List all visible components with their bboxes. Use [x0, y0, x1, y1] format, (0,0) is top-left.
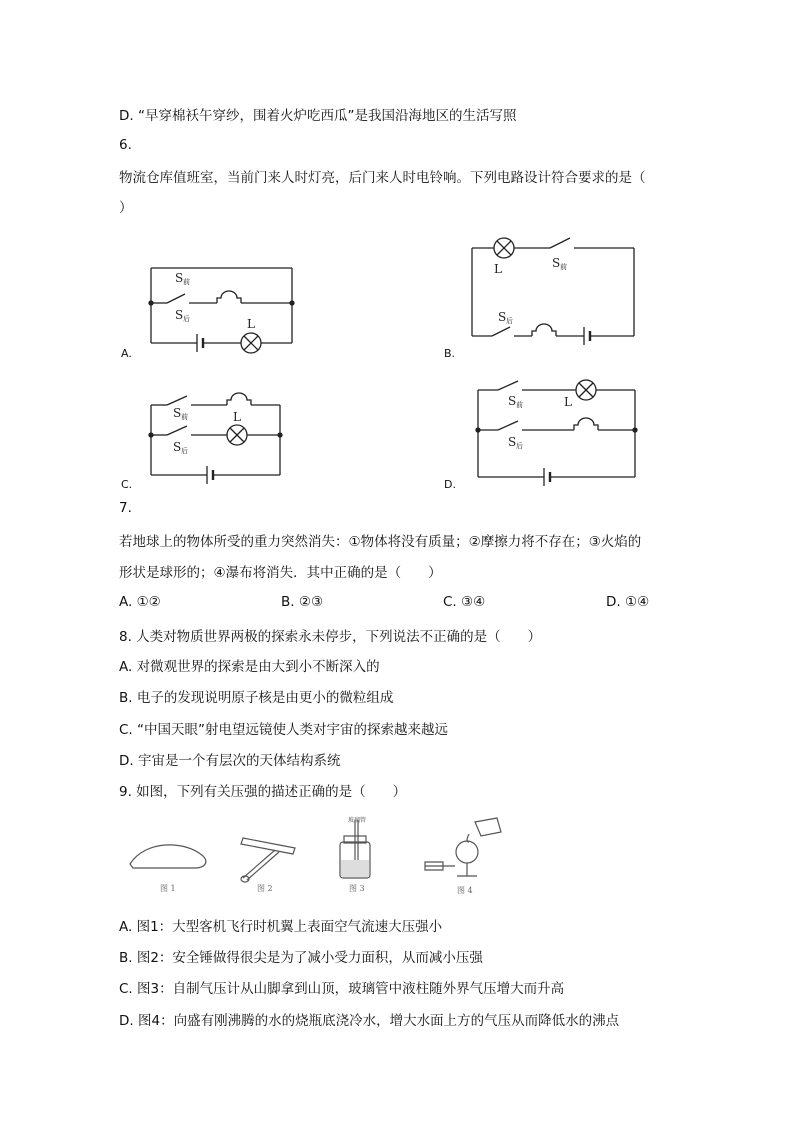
fig4-label: 图 4	[457, 886, 473, 895]
circuit-b-s-front: S	[552, 256, 561, 270]
circuit-d-s-front: S	[508, 394, 517, 408]
circuit-a-s-front: S	[175, 271, 184, 285]
circuit-diagram-b	[466, 228, 666, 343]
q9-option-c: C. 图3：自制气压计从山脚拿到山顶，玻璃管中液柱随外界气压增大而升高	[119, 981, 565, 997]
q6-option-c-label: C.	[121, 478, 133, 491]
circuit-d-s-front-sub: 前	[516, 401, 523, 409]
q7-number: 7.	[119, 500, 132, 516]
q7-option-c: C. ③④	[443, 594, 486, 610]
q8-option-d: D. 宇宙是一个有层次的天体结构系统	[119, 753, 341, 769]
flask-figure	[425, 818, 501, 876]
q7-option-d: D. ①④	[606, 594, 650, 610]
q6-option-b-label: B.	[444, 347, 456, 360]
circuit-b-lamp-label: L	[494, 262, 502, 276]
q9-stem: 9. 如图，下列有关压强的描述正确的是（ ）	[119, 784, 407, 800]
q9-option-a: A. 图1：大型客机飞行时机翼上表面空气流速大压强小	[119, 919, 443, 935]
circuit-d-s-back: S	[508, 435, 517, 449]
q6-stem-line1: 物流仓库值班室，当前门来人时灯亮，后门来人时电铃响。下列电路设计符合要求的是（	[119, 170, 646, 186]
q8-option-b: B. 电子的发现说明原子核是由更小的微粒组成	[119, 690, 394, 706]
circuit-d-lamp-label: L	[564, 395, 572, 409]
circuit-b-s-back-sub: 后	[506, 317, 513, 325]
fig3-label: 图 3	[349, 884, 365, 893]
circuit-c-s-back: S	[173, 440, 182, 454]
q8-option-a: A. 对微观世界的探索是由大到小不断深入的	[119, 659, 380, 675]
q7-option-b: B. ②③	[281, 594, 324, 610]
fig2-label: 图 2	[257, 884, 273, 893]
q7-option-a: A. ①②	[119, 594, 161, 610]
circuit-c-s-front-sub: 前	[181, 413, 188, 421]
safety-hammer-figure	[241, 838, 295, 882]
circuit-a-s-back-sub: 后	[183, 315, 190, 323]
q5-option-d: D. “早穿棉袄午穿纱，围着火炉吃西瓜”是我国沿海地区的生活写照	[119, 108, 517, 124]
q9-option-b: B. 图2：安全锤做得很尖是为了减小受力面积，从而减小压强	[119, 950, 483, 966]
circuit-d-s-back-sub: 后	[516, 442, 523, 450]
q9-option-d: D. 图4：向盛有刚沸腾的水的烧瓶底浇冷水，增大水面上方的气压从而降低水的沸点	[119, 1013, 620, 1029]
q6-option-d-label: D.	[444, 478, 456, 491]
circuit-diagram-a	[145, 258, 325, 358]
q8-option-c: C. “中国天眼”射电望远镜使人类对宇宙的探索越来越远	[119, 722, 448, 738]
circuit-diagram-d	[472, 375, 652, 485]
circuit-a-s-back: S	[175, 308, 184, 322]
q6-option-a-label: A.	[121, 347, 132, 360]
fig3-tube-label: 玻璃管	[348, 817, 367, 824]
q8-stem: 8. 人类对物质世界两极的探索永未停步，下列说法不正确的是（ ）	[119, 629, 542, 645]
circuit-c-s-back-sub: 后	[181, 447, 188, 455]
circuit-c-lamp-label: L	[233, 410, 241, 424]
circuit-diagram-c	[145, 390, 305, 490]
q7-stem-line1: 若地球上的物体所受的重力突然消失：①物体将没有质量；②摩擦力将不存在；③火焰的	[119, 534, 642, 550]
circuit-b-s-front-sub: 前	[560, 263, 567, 271]
circuit-c-s-front: S	[173, 406, 182, 420]
barometer-figure	[340, 816, 370, 878]
circuit-a-lamp-label: L	[247, 317, 255, 331]
q9-figures	[125, 812, 525, 897]
circuit-a-s-front-sub: 前	[183, 278, 190, 286]
q7-stem-line2: 形状是球形的；④瀑布将消失．其中正确的是（ ）	[119, 565, 442, 581]
wing-figure	[130, 845, 206, 868]
fig1-label: 图 1	[160, 884, 176, 893]
circuit-b-s-back: S	[498, 310, 507, 324]
q6-stem-line2: ）	[119, 200, 133, 216]
q6-number: 6.	[119, 137, 132, 153]
